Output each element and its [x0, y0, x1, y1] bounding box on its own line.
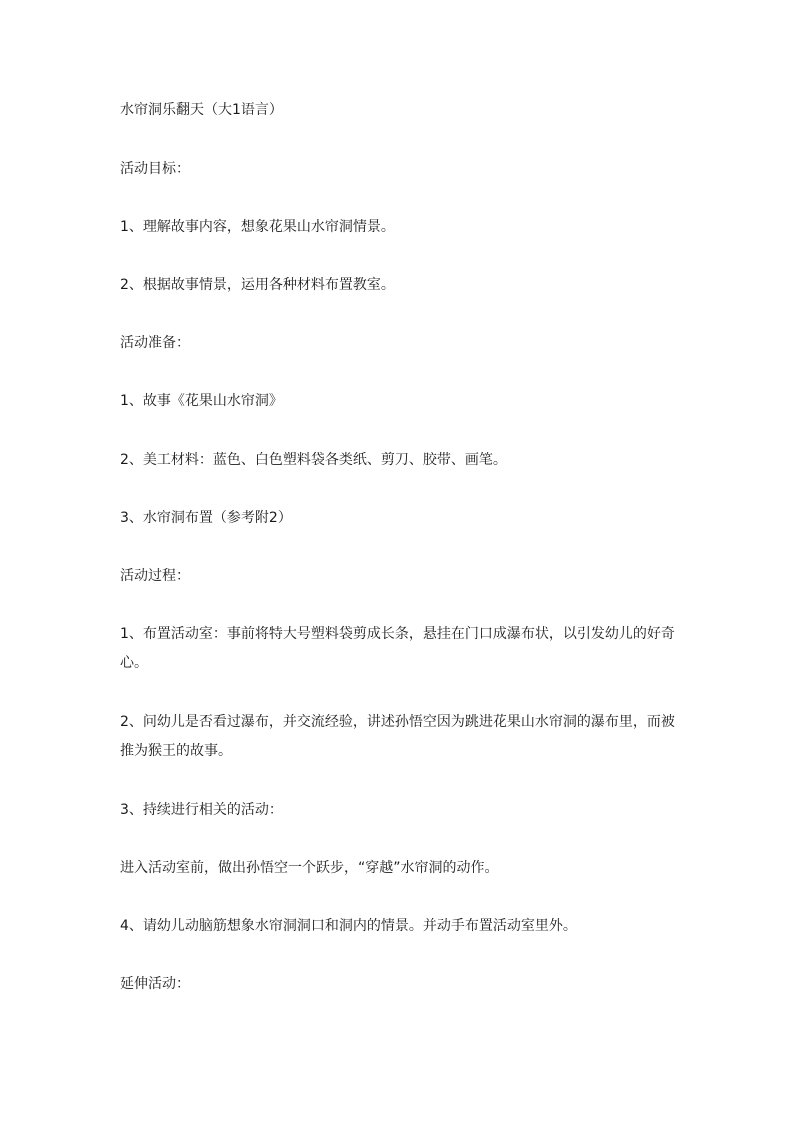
process-item-3-detail: 进入活动室前，做出孙悟空一个跃步，“穿越”水帘洞的动作。 [120, 860, 499, 876]
process-item-3: 3、持续进行相关的活动： [120, 802, 283, 818]
prep-item-1: 1、故事《花果山水帘洞》 [120, 393, 283, 409]
prep-heading: 活动准备： [120, 335, 190, 351]
process-heading: 活动过程： [120, 568, 190, 584]
goal-item-1: 1、理解故事内容，想象花果山水帘洞情景。 [120, 219, 395, 235]
extension-heading: 延伸活动： [120, 976, 190, 992]
goal-item-2: 2、根据故事情景，运用各种材料布置教室。 [120, 277, 395, 293]
prep-item-3: 3、水帘洞布置（参考附2） [120, 510, 292, 526]
process-item-4: 4、请幼儿动脑筋想象水帘洞洞口和洞内的情景。并动手布置活动室里外。 [120, 918, 577, 934]
document-title: 水帘洞乐翻天（大1语言） [120, 102, 283, 118]
prep-item-2: 2、美工材料：蓝色、白色塑料袋各类纸、剪刀、胶带、画笔。 [120, 452, 507, 468]
process-item-2: 2、问幼儿是否看过瀑布，并交流经验，讲述孙悟空因为跳进花果山水帘洞的瀑布里，而被推为猴王的故事。 [120, 714, 675, 759]
process-item-1: 1、布置活动室：事前将特大号塑料袋剪成长条，悬挂在门口成瀑布状，以引发幼儿的好奇心。 [120, 626, 675, 671]
goals-heading: 活动目标： [120, 161, 190, 177]
